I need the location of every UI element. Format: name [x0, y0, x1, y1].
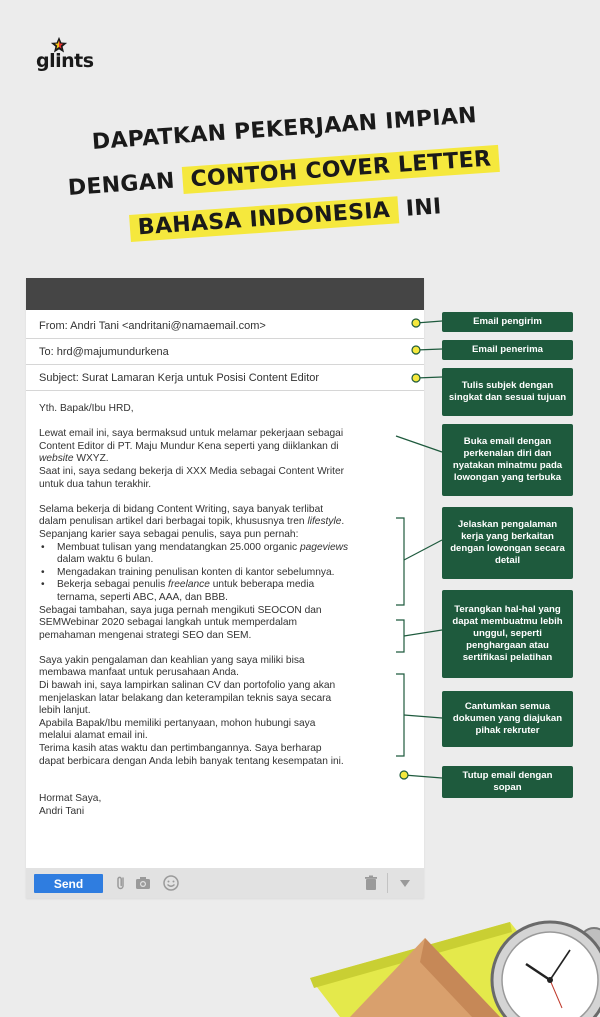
emoji-icon[interactable] — [162, 874, 180, 892]
intro-line: Lewat email ini, saya bermaksud untuk melamar pekerjaan sebagai — [39, 428, 344, 440]
experience-list — [39, 542, 411, 605]
experience-text: . — [341, 516, 345, 528]
annotation-recipient: Email penerima — [442, 340, 573, 360]
certification-line: pemahaman mengenai strategi SEO dan SEM. — [39, 629, 252, 641]
headline-line-2-prefix: DENGAN — [67, 168, 176, 201]
list-item — [39, 579, 411, 604]
list-item: • Mengadakan training penulisan konten di kantor sebelumnya. — [39, 567, 411, 580]
annotation-subject: Tulis subjek dengan singkat dan sesuai tujuan — [442, 368, 573, 416]
subject-field[interactable]: Subject: Surat Lamaran Kerja untuk Posisi Content Editor — [26, 365, 424, 391]
annotation-closing: Tutup email dengan sopan — [442, 766, 573, 798]
headline-line-3 — [129, 194, 442, 241]
annotation-introduction: Buka email dengan perkenalan diri dan nyatakan minatmu pada lowongan yang terbuka — [442, 424, 573, 496]
greeting: Yth. Bapak/Ibu HRD, — [39, 403, 134, 414]
headline-line-1: DAPATKAN PEKERJAAN IMPIAN — [91, 103, 478, 155]
annotation-sender: Email pengirim — [442, 312, 573, 332]
email-body[interactable] — [26, 391, 424, 819]
italic-word: pageviews — [299, 541, 349, 553]
intro-text: WXYZ. — [73, 453, 109, 465]
annotation-achievements: Terangkan hal-hal yang dapat membuatmu lebih unggul, seperti penghargaan atau sertifikasi pelatihan — [442, 590, 573, 678]
list-text: Membuat tulisan yang mendatangkan 25.000 organic — [57, 541, 300, 553]
intro-line: Saat ini, saya sedang bekerja di XXX Media sebagai Content Writer — [39, 465, 345, 477]
experience-line: Sepanjang karier saya sebagai penulis, saya pun pernah: — [39, 528, 299, 540]
italic-word: lifestyle — [307, 516, 342, 528]
attachment-icon[interactable] — [112, 874, 130, 892]
thanks-line: dapat berbicara dengan Anda lebih banyak tentang kesempatan ini. — [39, 755, 344, 767]
list-text: dalam waktu 6 bulan. — [57, 554, 154, 566]
email-title-bar — [26, 278, 424, 310]
headline-line-2 — [67, 146, 500, 201]
list-item — [39, 542, 411, 567]
attachment-line: lebih lanjut. — [39, 705, 91, 717]
certification-line: SEMWebinar 2020 sebagai langkah untuk memperdalam — [39, 617, 298, 629]
list-text: Bekerja sebagai penulis — [57, 579, 169, 591]
headline — [0, 0, 600, 260]
signoff: Hormat Saya, — [39, 793, 102, 805]
annotation-documents: Cantumkan semua dokumen yang diajukan pihak rekruter — [442, 691, 573, 747]
signature: Andri Tani — [39, 806, 85, 817]
italic-word: freelance — [168, 579, 210, 591]
experience-line: Selama bekerja di bidang Content Writing, saya banyak terlibat — [39, 503, 324, 515]
brand-name: glints — [36, 50, 94, 72]
headline-highlight-cover-letter: CONTOH COVER LETTER — [182, 145, 500, 194]
headline-highlight-bahasa: BAHASA INDONESIA — [129, 196, 399, 242]
italic-word: website — [39, 453, 74, 465]
from-field[interactable]: From: Andri Tani <andritani@namaemail.com> — [26, 313, 424, 339]
closing-line: membawa manfaat untuk perusahaan Anda. — [39, 667, 239, 679]
intro-line: untuk dua tahun terakhir. — [39, 478, 152, 490]
thanks-line: Terima kasih atas waktu dan pertimbangannya. Saya berharap — [39, 743, 322, 755]
intro-line — [39, 453, 411, 466]
headline-line-3-suffix: INI — [405, 194, 443, 222]
attachment-line: Di bawah ini, saya lampirkan salinan CV dan portofolio yang akan — [39, 680, 336, 692]
desk-decoration — [300, 880, 600, 1017]
intro-line: Content Editor di PT. Maju Mundur Kena seperti yang diiklankan di — [39, 440, 339, 452]
experience-text: dalam penulisan artikel dari berbagai topik, khususnya tren — [39, 516, 308, 528]
attachment-line: menjelaskan latar belakang dan keterampilan teknis saya secara — [39, 692, 332, 704]
camera-icon[interactable] — [134, 874, 152, 892]
closing-line: Saya yakin pengalaman dan keahlian yang saya miliki bisa — [39, 654, 305, 666]
experience-line — [39, 516, 411, 529]
list-text: ternama, seperti ABC, AAA, dan BBB. — [57, 591, 229, 603]
email-window — [26, 278, 424, 898]
certification-line: Sebagai tambahan, saya juga pernah mengikuti SEOCON dan — [39, 604, 322, 616]
send-button[interactable]: Send — [34, 874, 103, 893]
list-text: untuk beberapa media — [209, 579, 315, 591]
contact-line: melalui alamat email ini. — [39, 730, 148, 742]
contact-line: Apabila Bapak/Ibu memiliki pertanyaan, mohon hubungi saya — [39, 717, 316, 729]
annotation-experience: Jelaskan pengalaman kerja yang berkaitan dengan lowongan secara detail — [442, 507, 573, 579]
to-field[interactable]: To: hrd@majumundurkena — [26, 339, 424, 365]
